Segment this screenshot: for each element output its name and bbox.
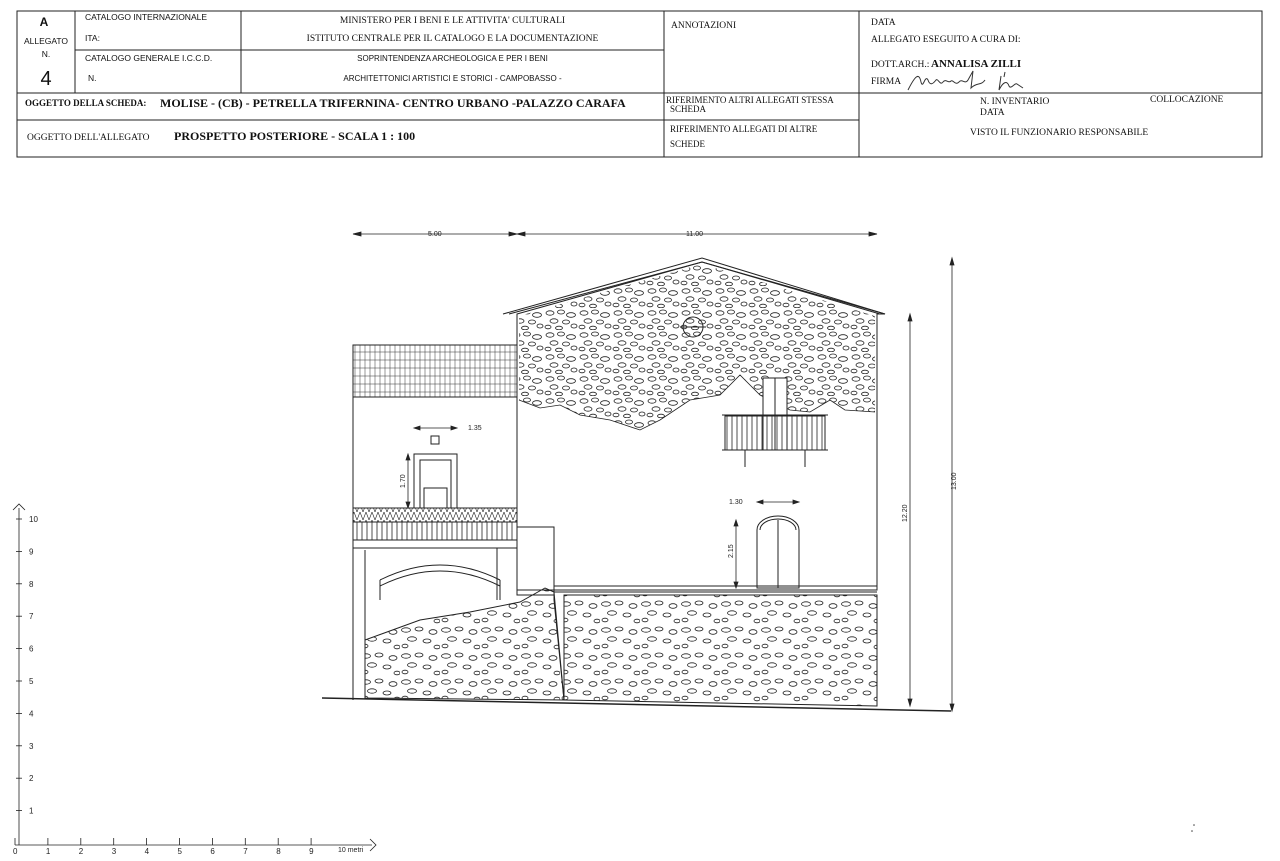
vertical-scale-label: 2 xyxy=(29,774,34,784)
vertical-scale-label: 4 xyxy=(29,709,34,719)
horizontal-scale-label: 9 xyxy=(309,847,314,856)
oggetto-scheda-label: OGGETTO DELLA SCHEDA: xyxy=(25,98,147,108)
dott-arch-label: DOTT.ARCH.: xyxy=(871,60,930,70)
horizontal-scale-label: 8 xyxy=(276,847,281,856)
firma-label: FIRMA xyxy=(871,77,902,87)
dim-top-left: 5.00 xyxy=(428,231,442,238)
horizontal-scale-label: 7 xyxy=(243,847,248,856)
catalogo-internazionale: CATALOGO INTERNAZIONALE xyxy=(85,12,208,22)
oggetto-scheda-value: MOLISE - (CB) - PETRELLA TRIFERNINA- CENTRO URBANO -PALAZZO CARAFA xyxy=(160,96,626,110)
dim-window-width: 1.35 xyxy=(468,425,482,432)
horizontal-scale-label: 4 xyxy=(144,847,150,856)
horizontal-scale-label: 6 xyxy=(210,847,215,856)
horizontal-scale-label: 5 xyxy=(177,847,182,856)
allegato-n-label: N. xyxy=(41,49,51,59)
istituto-title: ISTITUTO CENTRALE PER IL CATALOGO E LA DOCUMENTAZIONE xyxy=(306,34,599,44)
soprintendenza-line-2: ARCHITETTONICI ARTISTICI E STORICI - CAMPOBASSO - xyxy=(343,74,562,83)
oggetto-allegato-label: OGGETTO DELL'ALLEGATO xyxy=(27,133,150,143)
oggetto-allegato-value: PROSPETTO POSTERIORE - SCALA 1 : 100 xyxy=(174,129,416,143)
vertical-scale-label: 10 xyxy=(29,515,38,524)
catalogo-generale: CATALOGO GENERALE I.C.C.D. xyxy=(85,53,213,63)
vertical-scale-label: 5 xyxy=(29,677,34,686)
n-inventario-label: N. INVENTARIO xyxy=(980,97,1050,107)
dim-top-right: 11.00 xyxy=(686,231,703,238)
horizontal-scale-label: 3 xyxy=(111,847,117,856)
horizontal-scale-label: 0 xyxy=(13,847,18,856)
vertical-scale-label: 3 xyxy=(29,741,34,751)
dim-window-height: 1.70 xyxy=(400,474,407,488)
vertical-scale-label: 6 xyxy=(29,644,34,654)
ministero-title: MINISTERO PER I BENI E LE ATTIVITA' CULTURALI xyxy=(339,16,566,26)
dim-height-inner: 12.20 xyxy=(902,504,909,522)
data-2-label: DATA xyxy=(980,108,1005,118)
horizontal-scale xyxy=(15,839,376,851)
soprintendenza-line-1: SOPRINTENDENZA ARCHEOLOGICA E PER I BENI xyxy=(357,54,548,63)
allegato-letter: A xyxy=(39,15,49,29)
dott-arch-name: ANNALISA ZILLI xyxy=(931,58,1022,70)
vertical-scale-label: 1 xyxy=(29,806,34,816)
dim-door-height: 2.15 xyxy=(728,544,735,558)
allegato-eseguito-label: ALLEGATO ESEGUITO A CURA DI: xyxy=(871,35,1021,45)
collocazione-label: COLLOCAZIONE xyxy=(1150,95,1224,105)
annotazioni-label: ANNOTAZIONI xyxy=(671,21,737,31)
vertical-scale-label: 9 xyxy=(29,547,34,557)
riferimento-altre-line-2: SCHEDE xyxy=(670,139,706,149)
dim-door-width: 1.30 xyxy=(729,499,743,506)
vertical-scale xyxy=(13,504,25,845)
catalogo-n: N. xyxy=(88,73,97,83)
vertical-scale-label: 7 xyxy=(29,612,34,622)
riferimento-stessa-line-2: SCHEDA xyxy=(670,104,707,114)
horizontal-scale-label: 2 xyxy=(78,847,84,856)
horizontal-scale-label: 1 xyxy=(45,847,51,856)
visto-label: VISTO IL FUNZIONARIO RESPONSABILE xyxy=(970,128,1149,138)
allegato-number: 4 xyxy=(40,68,52,90)
allegato-label: ALLEGATO xyxy=(23,36,69,46)
dim-height-outer: 13.00 xyxy=(951,472,958,490)
riferimento-altre-line-1: RIFERIMENTO ALLEGATI DI ALTRE xyxy=(670,124,818,134)
vertical-scale-label: 8 xyxy=(29,579,34,589)
horizontal-scale-last-label: 10 metri xyxy=(338,847,364,854)
ita-label: ITA: xyxy=(85,33,100,43)
riferimento-stessa-line-1: RIFERIMENTO ALTRI ALLEGATI STESSA xyxy=(666,95,834,105)
data-label: DATA xyxy=(871,18,896,28)
